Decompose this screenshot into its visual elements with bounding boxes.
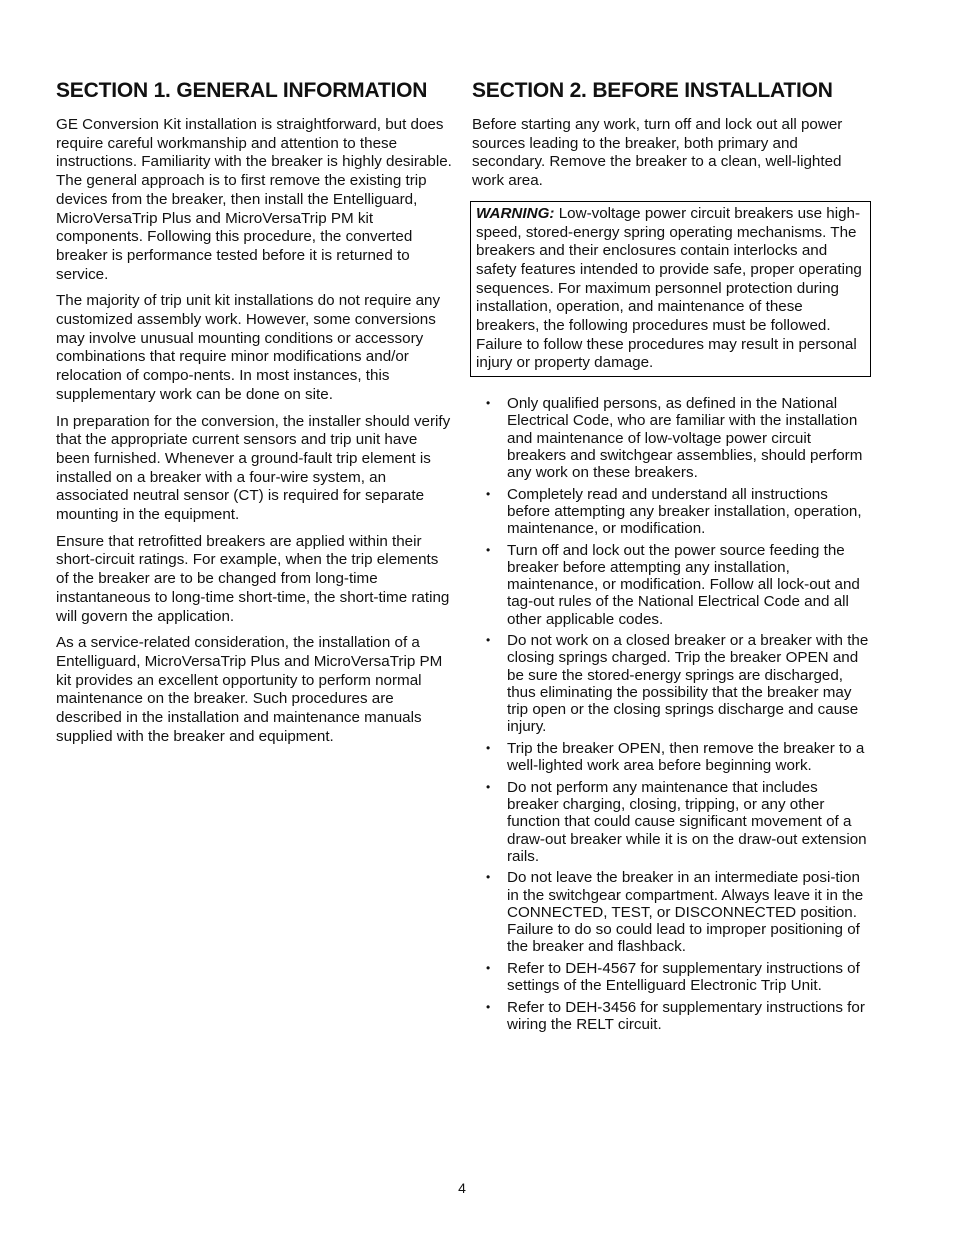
safety-bullet-list <box>472 395 872 1033</box>
list-item: • Trip the breaker OPEN, then remove the breaker to a well-lighted work area before beginning work. <box>472 740 872 774</box>
list-item: • Turn off and lock out the power source feeding the breaker before attempting any installation, maintenance, or modification. Follow all lock-out and tag-out rules of the National Electrical Code and all other applicable codes. <box>472 542 872 628</box>
section-1-paragraph: Ensure that retrofitted breakers are applied within their short-circuit ratings. For example, when the trip elements of the breaker are to be changed from long-time instantaneous to long-time short-time, the short-time rating will govern the application. <box>56 532 450 625</box>
list-item: • Refer to DEH-3456 for supplementary instructions for wiring the RELT circuit. <box>472 999 872 1033</box>
section-2-intro: Before starting any work, turn off and lock out all power sources leading to the breaker, both primary and secondary. Remove the breaker to a clean, well-lighted work area. <box>472 116 843 190</box>
section-1-paragraph: In preparation for the conversion, the installer should verify that the appropriate current sensors and trip unit have been furnished. Whenever a ground-fault trip element is installed on a breaker with a four-wire system, an associated neutral sensor (CT) is required for separate mounting in the equipment. <box>56 412 451 524</box>
list-item: • Only qualified persons, as defined in the National Electrical Code, who are familiar with the installation and maintenance of low-voltage power circuit breakers and switchgear assemblies, should perform any work on these breakers. <box>472 395 872 481</box>
page-number: 4 <box>458 1180 466 1196</box>
list-item: • Do not perform any maintenance that includes breaker charging, closing, tripping, or any other function that could cause significant movement of a draw-out breaker while it is on the draw-out extension rails. <box>472 779 872 865</box>
warning-text: Low-voltage power circuit breakers use high-speed, stored-energy spring operating mechanisms. The breakers and their enclosures contain interlocks and safety features intended to provide safe, proper operating sequences. For maximum personnel protection during installation, operation, and maintenance of these breakers, the following procedures must be followed. Failure to follow these procedures may result in personal injury or property damage. <box>476 204 862 372</box>
section-2-column <box>472 78 872 1038</box>
section-2-heading: SECTION 2. BEFORE INSTALLATION <box>472 79 833 102</box>
warning-box <box>470 201 871 377</box>
warning-label: WARNING: <box>476 204 555 222</box>
list-item: • Do not work on a closed breaker or a breaker with the closing springs charged. Trip the breaker OPEN and be sure the stored-energy springs are discharged, thus eliminating the possibility that the breaker may trip open or the closing springs discharge and cause injury. <box>472 632 872 735</box>
section-1-paragraph: The majority of trip unit kit installations do not require any customized assembly work. However, some conversions may involve unusual mounting conditions or accessory combinations that require minor modifications and/or relocation of compo-nents. In most instances, this supplementary work can be done on site. <box>56 292 441 403</box>
list-item: • Do not leave the breaker in an intermediate posi-tion in the switchgear compartment. Always leave it in the CONNECTED, TEST, or DISCONNECTED position. Failure to do so could lead to improper positioning of the breaker and flashback. <box>472 869 872 955</box>
list-item: • Completely read and understand all instructions before attempting any breaker installation, operation, maintenance, or modification. <box>472 486 872 538</box>
section-1-paragraph: As a service-related consideration, the installation of a Entelliguard, MicroVersaTrip Plus and MicroVersaTrip PM kit provides an excellent opportunity to perform normal maintenance on the breaker. Such procedures are described in the installation and maintenance manuals supplied with the breaker and equipment. <box>56 634 443 745</box>
section-1-paragraph: GE Conversion Kit installation is straightforward, but does require careful workmanship and attention to these instructions. Familiarity with the breaker is highly desirable. The general approach is to first remove the existing trip devices from the breaker, then install the Entelliguard, MicroVersaTrip Plus and MicroVersaTrip PM kit components. Following this procedure, the converted breaker is performance tested before it is returned to service. <box>56 116 452 283</box>
section-1-column <box>56 78 454 755</box>
section-1-heading: SECTION 1. GENERAL INFORMATION <box>56 79 428 102</box>
list-item: • Refer to DEH-4567 for supplementary instructions of settings of the Entelliguard Electronic Trip Unit. <box>472 960 872 994</box>
warning-paragraph <box>476 205 864 373</box>
